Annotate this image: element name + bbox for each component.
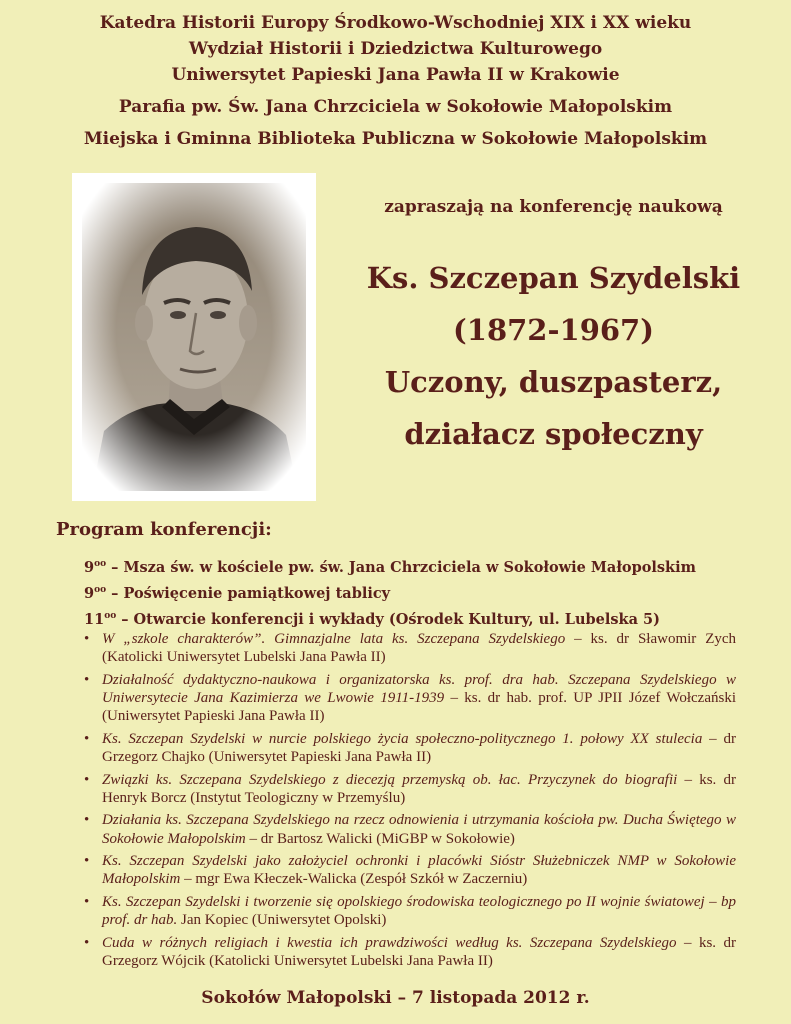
talk-item	[84, 852, 736, 888]
schedule-list	[84, 553, 696, 630]
talk-title: Działalność dydaktyczno-naukowa i organizatorska ks. prof. dra hab. Szczepana Szydelskiego w Uniwersytecie Jana Kazimierza we Lwowie 1911-1939	[102, 671, 736, 706]
portrait-image	[72, 173, 316, 501]
talk-title: Związki ks. Szczepana Szydelskiego z diecezją przemyską ob. łac. Przyczynek do biografii	[102, 771, 678, 788]
portrait-photo	[72, 173, 316, 501]
program-heading: Program konferencji:	[56, 519, 272, 540]
organizer-line: Parafia pw. Św. Jana Chrzciciela w Sokołowie Małopolskim	[118, 97, 673, 117]
talk-item	[84, 630, 736, 666]
organizer-line: Uniwersytet Papieski Jana Pawła II w Krakowie	[171, 65, 620, 85]
title-line: Ks. Szczepan Szydelski	[366, 261, 741, 295]
organizer-line: Katedra Historii Europy Środkowo-Wschodniej XIX i XX wieku	[99, 13, 692, 33]
bullet-icon: •	[84, 934, 90, 951]
talk-speaker: – dr Bartosz Walicki (MiGBP w Sokołowie)	[245, 830, 515, 847]
schedule-item	[84, 605, 696, 631]
talk-item	[84, 671, 736, 726]
talk-speaker: – ks. dr hab. prof. UP JPII Józef Wołczański (Uniwersytet Papieski Jana Pawła II)	[102, 690, 736, 725]
bullet-icon: •	[84, 671, 90, 688]
talk-item	[84, 730, 736, 766]
talk-title: Działania ks. Szczepana Szydelskiego na rzecz odnowienia i utrzymania kościoła pw. Ducha Świętego w Sokołowie Małopolskim	[102, 812, 736, 847]
invitation-text: zapraszają na konferencję naukową	[384, 197, 723, 217]
schedule-item	[84, 553, 696, 579]
schedule-item	[84, 579, 696, 605]
talk-speaker: – mgr Ewa Kłeczek-Walicka (Zespół Szkół w Zaczerniu)	[180, 871, 528, 888]
talk-item	[84, 811, 736, 847]
schedule-hour: 9	[84, 584, 95, 602]
talk-speaker: – ks. dr Grzegorz Wójcik (Katolicki Uniwersytet Lubelski Jana Pawła II)	[102, 934, 736, 969]
schedule-text: – Otwarcie konferencji i wykłady (Ośrodek Kultury, ul. Lubelska 5)	[116, 610, 660, 628]
talk-speaker: – dr Grzegorz Chajko (Uniwersytet Papieski Jana Pawła II)	[102, 730, 737, 765]
bullet-icon: •	[84, 631, 90, 647]
talk-speaker: Jan Kopiec (Uniwersytet Opolski)	[177, 912, 387, 929]
schedule-minutes: oo	[94, 559, 107, 569]
schedule-minutes: oo	[104, 610, 117, 621]
schedule-text: – Poświęcenie pamiątkowej tablicy	[106, 584, 391, 602]
schedule-hour: 9	[84, 558, 95, 576]
bullet-icon: •	[84, 812, 90, 829]
title-line: (1872-1967)	[453, 313, 654, 347]
schedule-text: – Msza św. w kościele pw. św. Jana Chrzciciela w Sokołowie Małopolskim	[106, 558, 696, 576]
organizer-line: Miejska i Gminna Biblioteka Publiczna w Sokołowie Małopolskim	[83, 129, 708, 149]
talk-item	[84, 893, 736, 929]
talk-item	[84, 934, 736, 970]
bullet-icon: •	[84, 730, 90, 747]
talk-title: W „szkole charakterów”. Gimnazjalne lata ks. Szczepana Szydelskiego	[102, 631, 566, 647]
bullet-icon: •	[84, 853, 90, 870]
bullet-icon: •	[84, 771, 90, 788]
talks-list	[84, 630, 736, 975]
organizer-line: Wydział Historii i Dziedzictwa Kulturowego	[188, 39, 603, 59]
place-and-date: Sokołów Małopolski – 7 listopada 2012 r.	[201, 988, 590, 1008]
bullet-icon: •	[84, 893, 90, 910]
title-line: działacz społeczny	[404, 417, 703, 451]
title-line: Uczony, duszpasterz,	[384, 365, 723, 399]
talk-title: Ks. Szczepan Szydelski jako założyciel ochronki i placówki Sióstr Służebniczek NMP w Sokołowie Małopolskim	[102, 853, 736, 888]
conference-title	[316, 252, 791, 460]
talk-speaker: – ks. dr Henryk Borcz (Instytut Teologiczny w Przemyślu)	[102, 771, 736, 806]
organizers-block	[0, 10, 791, 152]
schedule-minutes: oo	[94, 584, 107, 595]
talk-title: Cuda w różnych religiach i kwestia ich prawdziwości według ks. Szczepana Szydelskiego	[102, 934, 677, 951]
schedule-hour: 11	[84, 610, 105, 628]
talk-speaker: – ks. dr Sławomir Zych (Katolicki Uniwersytet Lubelski Jana Pawła II)	[102, 631, 737, 666]
talk-title: Ks. Szczepan Szydelski w nurcie polskiego życia społeczno-politycznego 1. połowy XX stulecia	[102, 730, 703, 747]
talk-title: Ks. Szczepan Szydelski i tworzenie się opolskiego środowiska teologicznego po II wojnie światowej – bp prof. dr hab.	[102, 893, 736, 929]
talk-item	[84, 771, 736, 807]
